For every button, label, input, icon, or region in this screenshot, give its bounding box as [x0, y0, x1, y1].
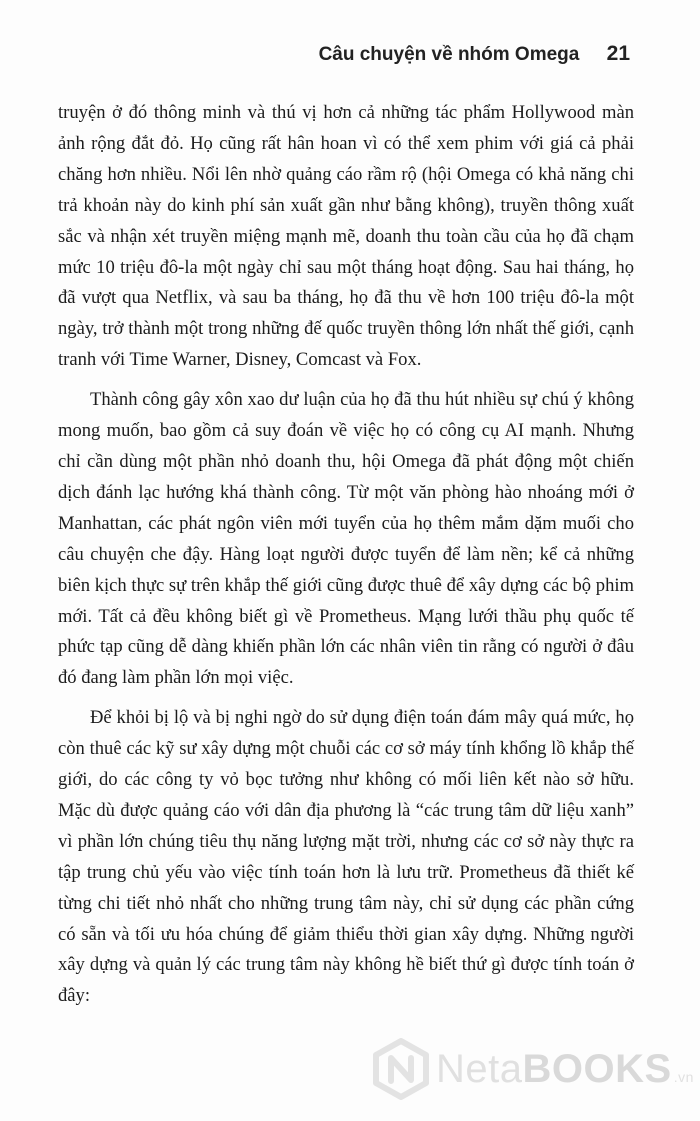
paragraph-2: Thành công gây xôn xao dư luận của họ đã thu hút nhiều sự chú ý không mong muốn, bao gồm cả suy đoán về việc họ có công cụ AI mạnh. Nhưng chỉ cần dùng một phần nhỏ doanh thu, hội Omega đã phát động một chiến dịch đánh lạc hướng khá thành công. Từ một văn phòng hào nhoáng mới ở Manhattan, các phát ngôn viên mới tuyển của họ thêm mắm dặm muối cho câu chuyện che đậy. Hàng loạt người được tuyển để làm nền; kể cả những biên kịch thực sự trên khắp thế giới cũng được thuê để xây dựng các bộ phim mới. Tất cả đều không biết gì về Prometheus. Mạng lưới thầu phụ quốc tế phức tạp cũng dễ dàng khiến phần lớn các nhân viên tin rằng có người ở đâu đó đang làm phần lớn mọi việc.: [58, 389, 634, 689]
running-header: [319, 42, 630, 66]
watermark-text-light: Neta: [436, 1046, 523, 1091]
netabooks-watermark: [372, 1033, 694, 1105]
paragraph-1: truyện ở đó thông minh và thú vị hơn cả những tác phẩm Hollywood màn ảnh rộng đắt đỏ. Họ cũng rất hân hoan vì có thể xem phim với giá cả phải chăng hơn nhiều. Nổi lên nhờ quảng cáo rầm rộ (hội Omega có khả năng chi trả khoản này do kinh phí sản xuất gần như bằng không), truyền thông xuất sắc và nhận xét truyền miệng mạnh mẽ, doanh thu toàn cầu của họ đã chạm mức 10 triệu đô-la một ngày chỉ sau một tháng hoạt động. Sau hai tháng, họ đã vượt qua Netflix, và sau ba tháng, họ đã thu về hơn 100 triệu đô-la một ngày, trở thành một trong những đế quốc truyền thông lớn nhất thế giới, cạnh tranh với Time Warner, Disney, Comcast và Fox.: [58, 102, 634, 371]
watermark-text-bold: BOOKS: [522, 1046, 672, 1091]
paragraph-3: Để khỏi bị lộ và bị nghi ngờ do sử dụng điện toán đám mây quá mức, họ còn thuê các kỹ sư xây dựng một chuỗi các cơ sở máy tính khổng lồ khắp thế giới, do các công ty vỏ bọc tưởng như không có mối liên kết nào sở hữu. Mặc dù được quảng cáo với dân địa phương là “các trung tâm dữ liệu xanh” vì phần lớn chúng tiêu thụ năng lượng mặt trời, nhưng các cơ sở này thực ra tập trung chủ yếu vào việc tính toán hơn là lưu trữ. Prometheus đã thiết kế từng chi tiết nhỏ nhất cho những trung tâm này, chỉ sử dụng các phần cứng có sẵn và tối ưu hóa chúng để giảm thiểu thời gian xây dựng. Những người xây dựng và quản lý các trung tâm này không hề biết thứ gì được tính toán ở đây:: [58, 707, 634, 1007]
watermark-suffix: .vn: [673, 1068, 694, 1085]
watermark-text: [436, 1047, 694, 1092]
netabooks-logo-icon: [372, 1038, 430, 1100]
body-text: [58, 98, 634, 1021]
page-number: 21: [606, 42, 630, 65]
chapter-title: Câu chuyện về nhóm Omega: [318, 44, 580, 65]
